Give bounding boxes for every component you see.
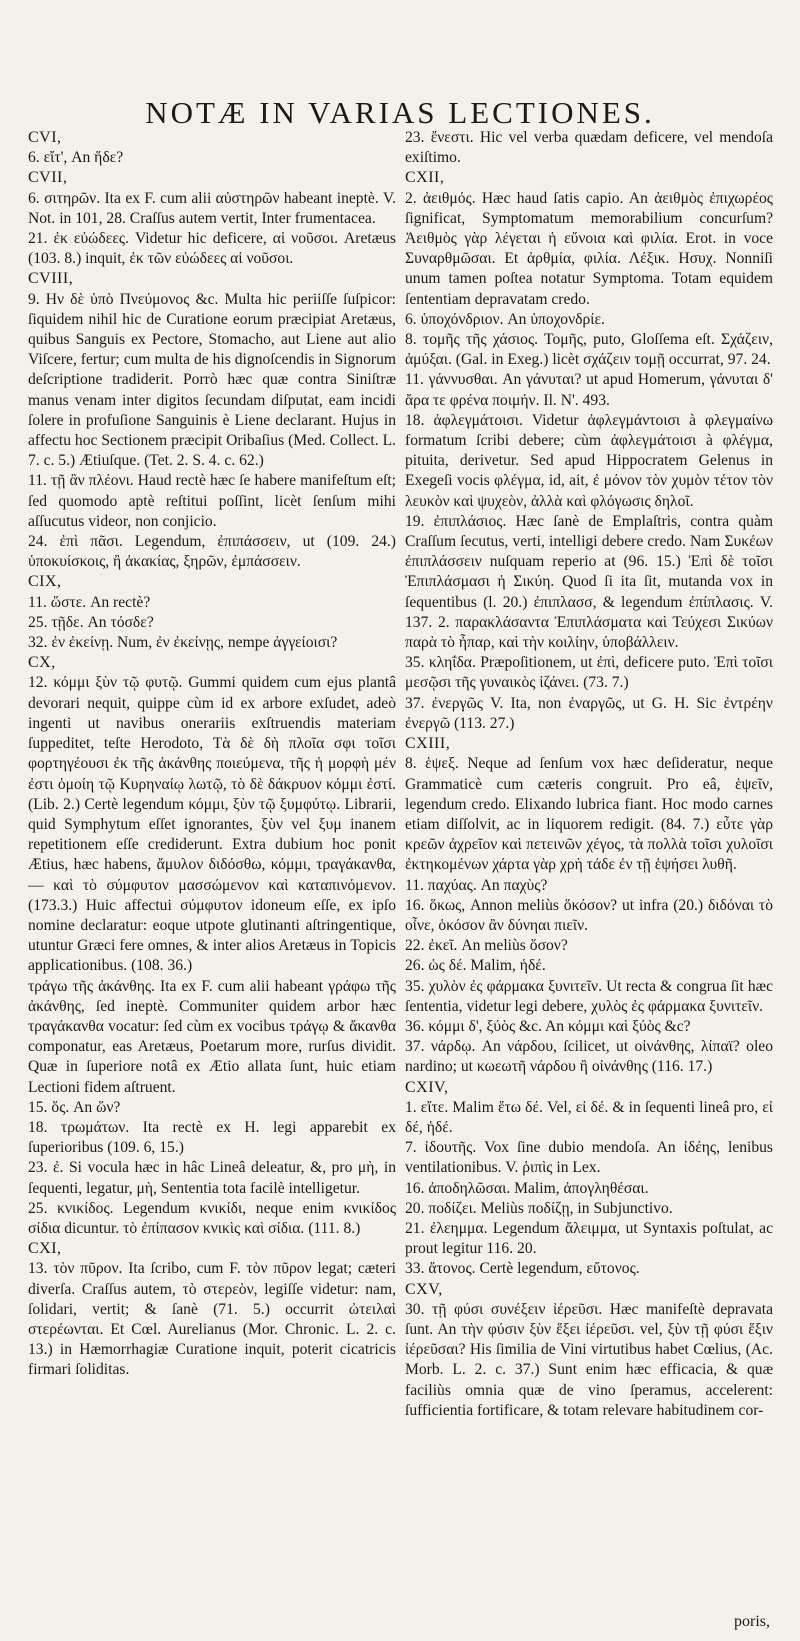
section-heading: CXIV, bbox=[405, 1078, 449, 1096]
section-heading: CVI, bbox=[28, 129, 62, 146]
note-entry: 8. ἑψεξ. Neque ad ſenſum vox hæc deſideratur, neque Grammaticè cum cæteris congruit. Pro eâ, ἑψεῖν, legendum credo. Elixando lubrica fiant. Hoc modo carnes etiam diſſolvit, ac in liquorem redigit. (84. 7.) εὖτε γὰρ κρεῶν ἀχρεῖον καὶ πετεινῶν χέγος, τὰ πολλὰ τοῖσι χυλοῖσι ἐκτηκομένων χάρτα γὰρ χρὴ τάδε ἐν τῇ ἑψήσει λυθῆ. bbox=[405, 755, 773, 874]
note-entry: 9. Ην δὲ ὑπὸ Πνεύμονος &c. Multa hic periiſſe ſuſpicor: ſiquidem nihil hic de Curatione eorum præcipiat Aretæus, quibus Sanguis ex Pectore, Stomacho, aut Liene aut alio Viſcere, fertur; cum multa de his dignoſcendis in Signorum deſcriptione tradiderit. Porrò hæc quæ contra Siniſtræ manus venam inter digitos ſecundam diſputat, eam incidi ſolere in profuſione Sanguinis è Liene declarant. Hujus in affectu hoc Sectionem præcipit Oribaſius (Med. Collect. L. 7. c. 5.) Ætiuſque. (Tet. 2. S. 4. c. 62.) bbox=[28, 290, 396, 470]
catchword: poris, bbox=[734, 1613, 770, 1630]
note-entry: 37. νάρδῳ. An νάρδου, ſcilicet, ut οἰνάνθης, λίπαϊ? oleo nardino; ut κωεωτῆ νάρδου ἢ οἰνάνθης (116. 17.) bbox=[405, 1038, 773, 1076]
note-entry: 18. τρωμάτων. Ita rectè ex H. legi apparebit ex ſuperioribus (109. 6, 15.) bbox=[28, 1118, 396, 1157]
note-entry: 25. κνικίδος. Legendum κνικίδι, neque enim κνικίδος σίδια dicuntur. τὸ ἐπίπασον κνικὶς καὶ σίδια. (111. 8.) bbox=[28, 1199, 396, 1237]
note-entry: 7. ἰδουτῆς. Vox ſine dubio mendoſa. An ἰδέης, lenibus ventilationibus. V. ῥιπὶς in Lex. bbox=[405, 1139, 773, 1177]
note-entry: 22. ἐκεῖ. An meliùs ὅσον? bbox=[405, 937, 568, 955]
note-entry: 11. γάννυσθαι. An γάνυται? ut apud Homerum, γάνυται δ' ἄρα τε φρένα ποιμήν. Il. N'. 493. bbox=[405, 371, 773, 409]
note-entry: 1. εἴτε. Malim ἕτω δέ. Vel, εἰ δέ. & in ſequenti lineâ pro, εἰ δέ, ἡδέ. bbox=[405, 1098, 773, 1136]
note-entry: 26. ὡς δέ. Malim, ἡδέ. bbox=[405, 957, 546, 975]
note-entry: 6. σιτηρῶν. Ita ex F. cum alii αὐστηρῶν habeant ineptè. V. Not. in 101, 28. Craſſus autem vertit, Inter frumentacea. bbox=[28, 189, 396, 227]
note-entry: τράγω τῆς ἀκάνθης. Ita ex F. cum alii habeant γράφω τῆς ἀκάνθης, ſed ineptè. Communiter quidem arbor hæc τραγάκανθα vocatur: ſed cùm ex vocibus τράγῳ & ἄκανθα componatur, eas Aretæus, Poetarum more, rurſus dividit. Quæ in ſuperiore notâ ex Ætio allata ſunt, huic etiam Lectioni fidem aſtruent. bbox=[28, 977, 396, 1096]
note-entry: 36. κόμμι δ', ξύὸς &c. An κόμμι καὶ ξύὸς &c? bbox=[405, 1017, 691, 1035]
note-entry: 35. κληΐδα. Præpoſitionem, ut ἐπὶ, deficere puto. Ἐπὶ τοῖσι μεσῷσι τῆς γυναικὸς ἰζάνει. (73. 7.) bbox=[405, 654, 773, 692]
note-entry: 30. τῇ φύσι συνέξειν ἰέρεῦσι. Hæc manifeſtè depravata ſunt. An τὴν φύσιν ξὺν ἕξει ἰέρεῦσι. vel, ξὺν τῇ φύσι ἕξιν ἰέρεῦσαι? His ſimilia de Vini virtutibus habet Cœlius, (Ac. Morb. L. 2. c. 37.) Sunt enim hæc efficacia, & quæ faciliùs omnia quæ de vino ſperamus, accelerent: ſufficientia fortificare, & totam relevare habitudinem cor- bbox=[405, 1300, 773, 1419]
section-heading: CVIII, bbox=[28, 270, 74, 288]
section-heading: CXI, bbox=[28, 1240, 62, 1258]
note-entry: 23. ἐ. Si vocula hæc in hâc Lineâ deleatur, &, pro μὴ, in ſequenti, legatur, μὴ, Sententia tota facilè intelligetur. bbox=[28, 1159, 396, 1197]
page-title: NOTÆ IN VARIAS LECTIONES. bbox=[145, 95, 655, 130]
note-entry: 6. εἴτ', An ἥδε? bbox=[28, 149, 124, 167]
note-entry: 35. χυλὸν ἐς φάρμακα ξυνιτεῖν. Ut recta & congrua ſit hæc ſententia, videtur legi debere, χυλὸς ἐς φάρμακα ξυνιτεῖν. bbox=[405, 977, 773, 1015]
note-entry: 32. ἐν ἐκείνῃ. Num, ἐν ἐκείνῃς, nempe ἀγγείοισι? bbox=[28, 634, 338, 652]
note-entry: 11. παχύας. An παχὺς? bbox=[405, 876, 548, 894]
note-entry: 16. ὅκως, Annon meliùs ὅκόσον? ut infra (20.) διδόναι τὸ οἶνε, ὁκόσον ἂν δύνηαι πιεῖν. bbox=[405, 896, 773, 934]
note-entry: 23. ἔνεστι. Hic vel verba quædam deficere, vel mendoſa exiſtimo. bbox=[405, 129, 773, 167]
note-entry: 18. ἀφλεγμάτοισι. Videtur ἀφλεγμάντοισι à φλεγμαίνω formatum ſcribi debere; cùm ἀφλεγμάτοισι à φλέγμα, pituita, derivetur. Sed apud Hippocratem Gelenus in Exegeſi vocis φλέγμα, id, ait, ἐ μόνον τὸν χυμὸν τέτον τὸν λευκὸν καὶ ψυχεὸν, ἀλλὰ καὶ φλόγωσις δηλοῖ. bbox=[405, 411, 773, 510]
note-entry: 12. κόμμι ξὺν τῷ φυτῷ. Gummi quidem cum ejus plantâ devorari nequit, quippe cùm id ex arbore exſudet, adeò ingenti ut navibus onerariis exſtruendis materiam ſuppeditet, teſte Herodoto, Τὰ δὲ δὴ πλοῖα σφι τοῖσι φορτηγέουσι ἐκ τῆς ἀκάνθης ποιεύμενα, τῆς ἡ μορφὴ μέν ἐστι ὁμοίη τῷ Κυρηναίῳ λωτῷ, τὸ δὲ δάκρυον κόμμι ἐστί. (Lib. 2.) Certè legendum κόμμι, ξὺν τῷ ξυμφύτῳ. Librarii, quid Symphytum eſſet ignorantes, ξὺν vel ξυμ inanem repetitionem eſſe crediderunt. Extra dubium hoc ponit Ætius, hæc habens, ἄμυλον διδόσθω, κόμμι, τραγάκανθα, — καὶ τὸ σύμφυτον μασσώμενον καὶ καταπινόμενον. (173.3.) Huic affectui σύμφυτον idoneum eſſe, ex ipſo nomine declaratur: eoque utpote glutinanti aſtringentique, utuntur Græci fere omnes, & inter alios Aretæus in Topicis applicationibus. (108. 36.) bbox=[28, 674, 396, 975]
section-heading: CXIII, bbox=[405, 735, 451, 753]
note-entry: 21. ἐκ εὐώδεες. Videtur hic deficere, αἱ νοῦσοι. Aretæus (103. 8.) inquit, ἐκ τῶν εὐώδεες αἱ νοῦσοι. bbox=[28, 230, 396, 268]
note-entry: 37. ἐνεργῶς V. Ita, non ἐναργῶς, ut G. H. Sic ἐντρέην ἐνεργῶ (113. 27.) bbox=[405, 694, 773, 732]
note-entry: 24. ἐπὶ πᾶσι. Legendum, ἐπιπάσσειν, ut (109. 24.) ὑποκυίσκοις, ἢ ἀκακίας, ξηρῶν, ἐμπάσσειν. bbox=[28, 533, 396, 571]
note-entry: 15. ὅς. An ὥν? bbox=[28, 1098, 121, 1116]
section-heading: CXV, bbox=[405, 1280, 443, 1298]
note-entry: 19. ἐπιπλάσιος. Hæc ſanè de Emplaſtris, contra quàm Craſſum ſecutus, verti, intelligi debere credo. Nam Συκέων ἐπιπλάσσειν nuſquam reperio at (96. 15.) Ἐπὶ δὲ τοῖσι Ἐπιπλάσμασι ἡ Σικύη. Quod ſi ita ſit, mutanda vox in ſequentibus (l. 20.) ἐπιπλασσ, & legendum ἐπίπλασις. V. 137. 2. παρακλάσαντα Ἐπιπλάσματα καὶ Τεύχεσι Σικύων παρὰ τὸ ἦπαρ, καὶ τὴν κοιλίην, ὑποβάλλειν. bbox=[405, 512, 773, 652]
left-column bbox=[28, 128, 396, 1381]
note-entry: 8. τομῆς τῆς χάσιος. Τομῆς, puto, Gloſſema eſt. Σχάζειν, ἀμύξαι. (Gal. in Exeg.) licèt σχάζειν τομῇ occurrat, 97. 24. bbox=[405, 331, 773, 369]
note-entry: 33. ἄτονος. Certè legendum, εὔτονος. bbox=[405, 1260, 640, 1278]
note-entry: 11. τῇ ἂν πλέονι. Haud rectè hæc ſe habere manifeſtum eſt; ſed quomodo aptè reſtitui poſſint, licèt ſenſum mihi aſſucutus videor, non conjicio. bbox=[28, 472, 396, 530]
section-heading: CIX, bbox=[28, 573, 62, 591]
note-entry: 21. ἐλεημμα. Legendum ἄλειμμα, ut Syntaxis poſtulat, ac prout legitur 116. 20. bbox=[405, 1219, 773, 1258]
note-entry: 20. ποδίζει. Meliùs ποδίζῃ, in Subjunctivo. bbox=[405, 1199, 673, 1217]
right-column bbox=[405, 128, 773, 1421]
note-entry: 2. ἀειθμός. Hæc haud ſatis capio. An ἀειθμὸς ἐπιχωρέος ſignificat, Symptomatum memorabilium concurſum? Ἀειθμὸς γὰρ λέγεται ἡ εὔνοια καὶ φιλία. Erot. in voce Συναρθμῶσαι. Et ἀρθμία, φιλία. Λέξικ. Ησυχ. Nonniſi unum tamen poſtea notatur Symptoma. Totam equidem ſententiam depravatam credo. bbox=[405, 189, 773, 308]
section-heading: CVII, bbox=[28, 169, 68, 187]
note-entry: 11. ὥστε. An rectè? bbox=[28, 593, 151, 611]
section-heading: CXII, bbox=[405, 169, 445, 187]
section-heading: CX, bbox=[28, 654, 56, 672]
note-entry: 25. τῇδε. An τόσδε? bbox=[28, 613, 154, 631]
note-entry: 16. ἀποδηλῶσαι. Malim, ἀπογληθέσαι. bbox=[405, 1179, 649, 1197]
note-entry: 6. ὑποχόνδριον. An ὑποχονδρίε. bbox=[405, 310, 605, 328]
note-entry: 13. τὸν πῦρον. Ita ſcribo, cum F. τὸν πῦρον legat; cæteri diverſa. Craſſus autem, τὸ στερεὸν, legiſſe videtur: nam, ſolidari, vertit; & ſanè (71. 5.) occurrit ὠτειλαὶ στερέωνται. Et Cœl. Aurelianus (Mor. Chronic. L. 2. c. 13.) in Hæmorrhagiæ Curatione inquit, poterit cicatricis firmari ſoliditas. bbox=[28, 1260, 396, 1379]
